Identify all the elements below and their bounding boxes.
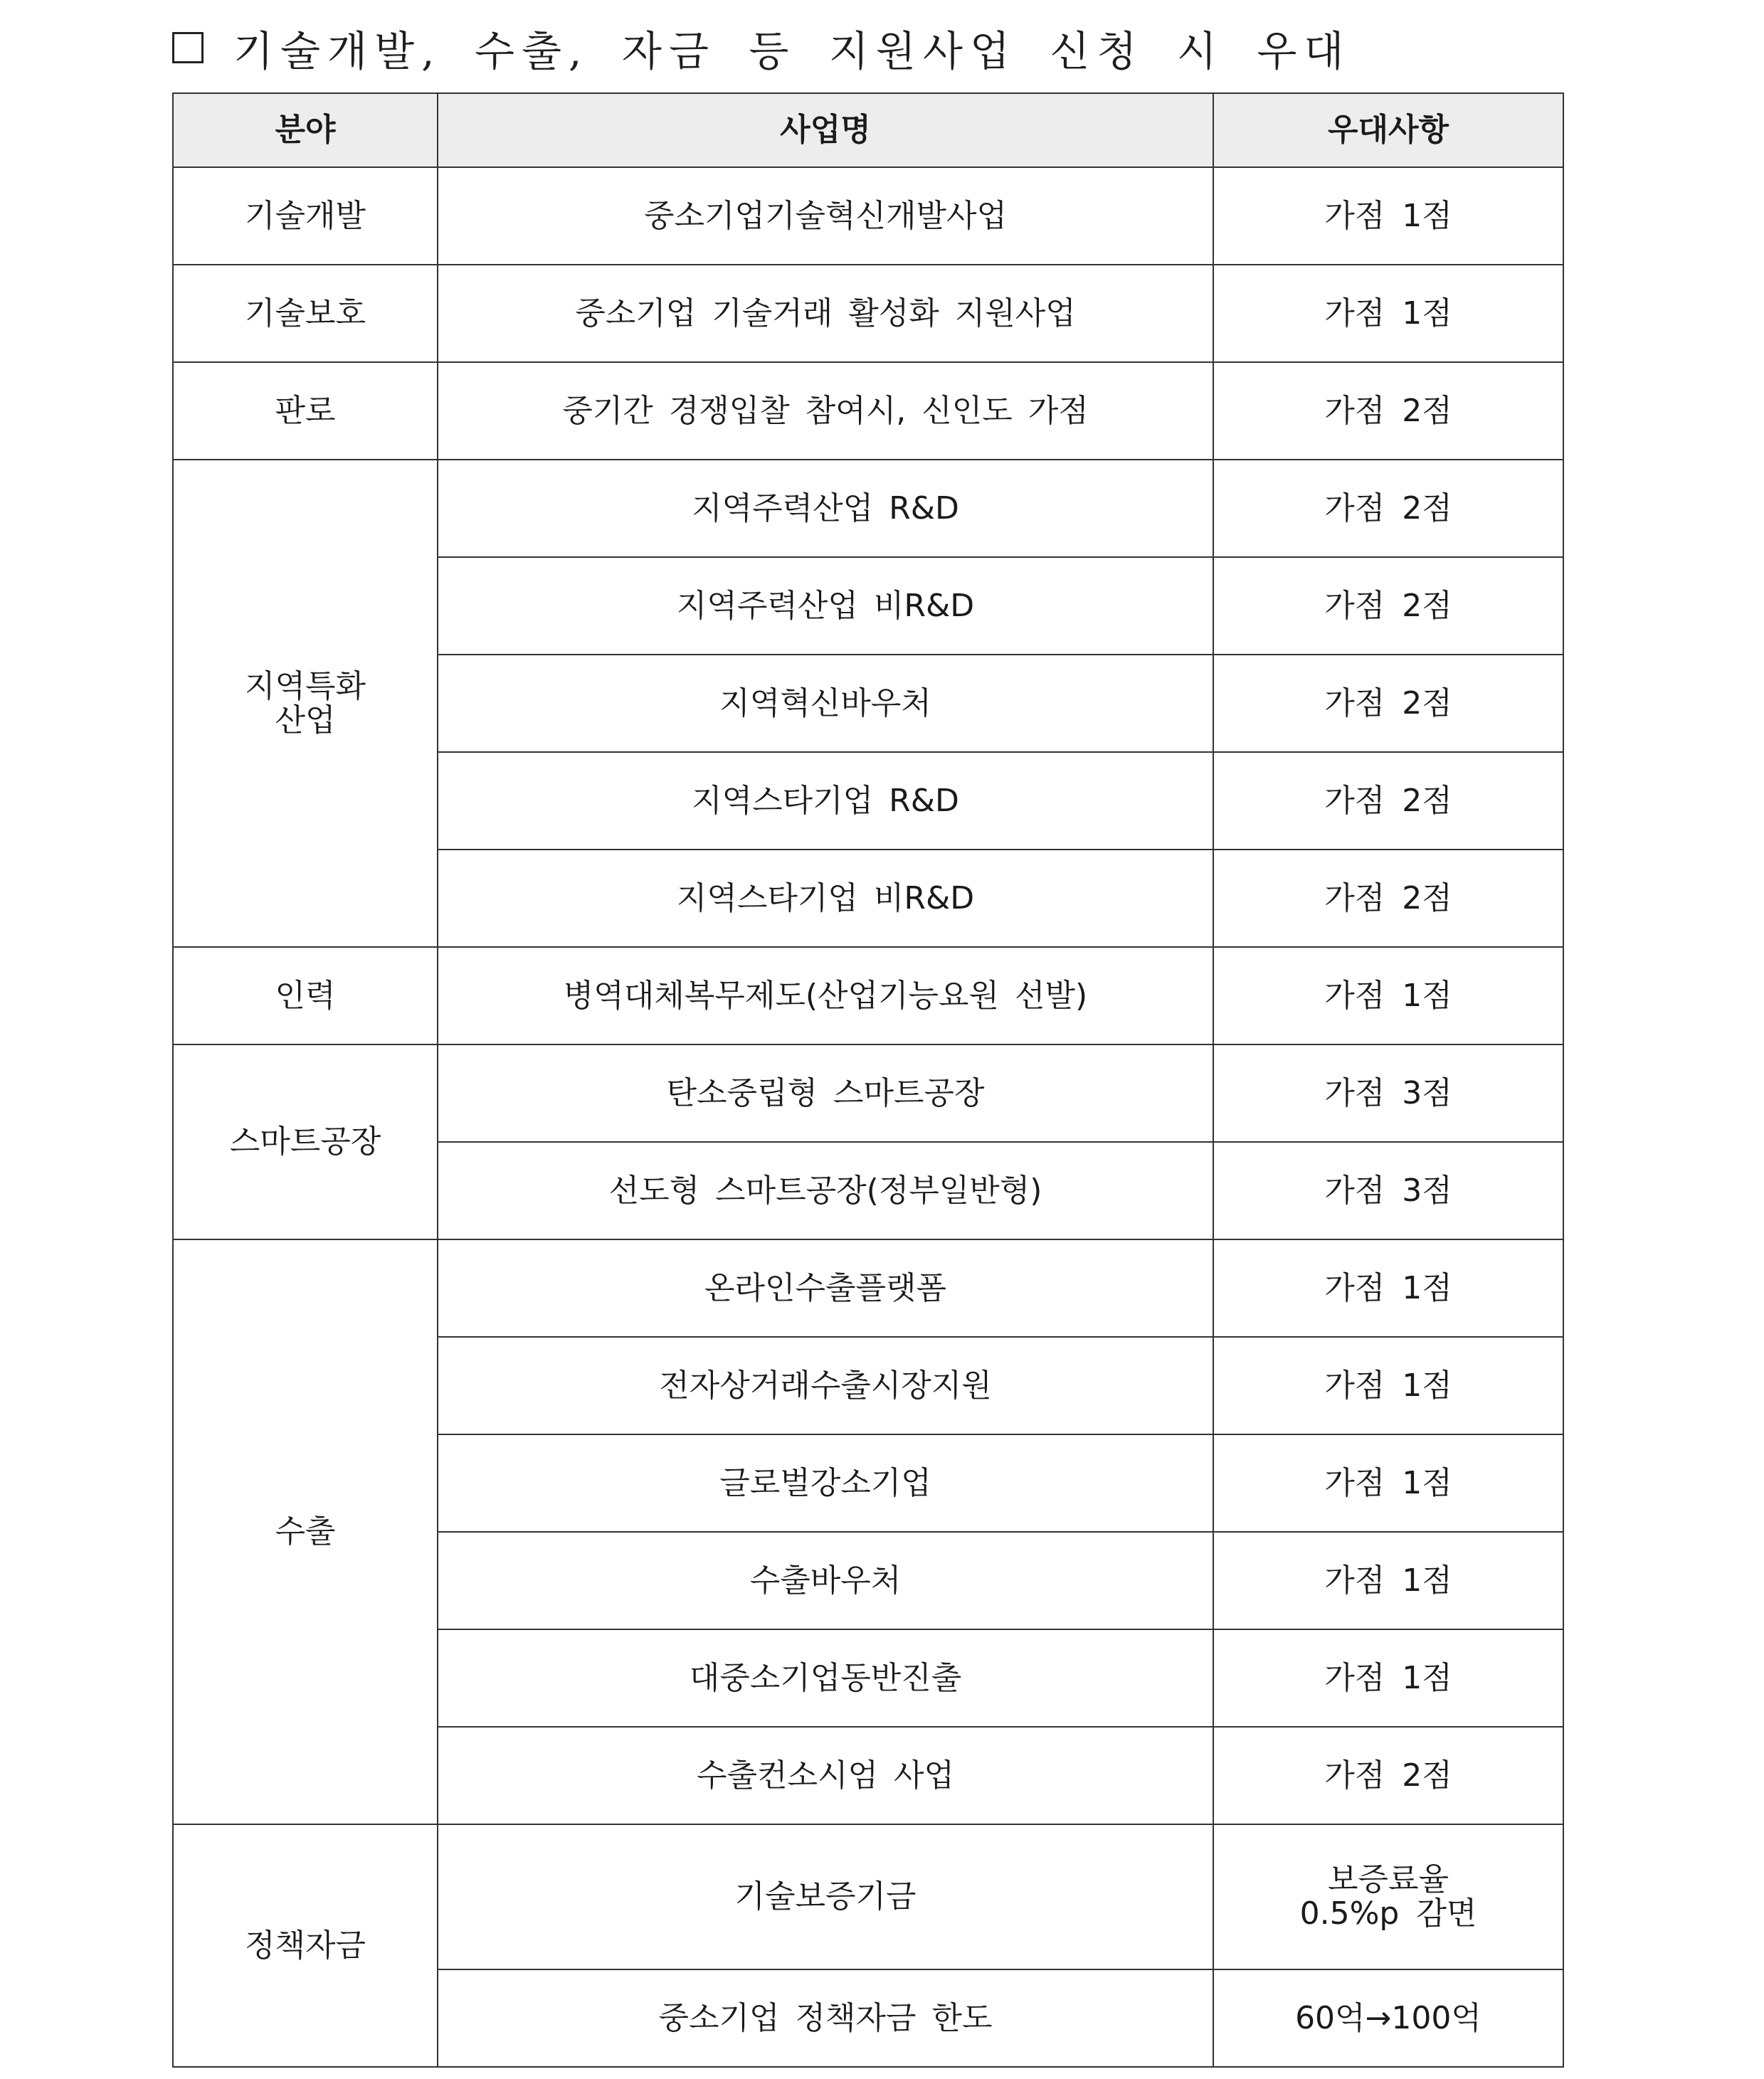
benefit-cell: 가점 2점: [1213, 655, 1563, 752]
benefit-cell: 보증료율 0.5%p 감면: [1213, 1824, 1563, 1969]
preference-table: [172, 92, 1564, 2068]
benefit-cell: 가점 1점: [1213, 265, 1563, 362]
program-cell: 중소기업 기술거래 활성화 지원사업: [438, 265, 1213, 362]
program-cell: 기술보증기금: [438, 1824, 1213, 1969]
category-cell: 기술보호: [173, 265, 438, 362]
program-cell: 전자상거래수출시장지원: [438, 1337, 1213, 1434]
table-row: [173, 362, 1563, 460]
category-cell: 정책자금: [173, 1824, 438, 2067]
category-cell: 판로: [173, 362, 438, 460]
section-heading-text: 기술개발, 수출, 자금 등 지원사업 신청 시 우대: [233, 27, 1351, 75]
table-row: [173, 1044, 1563, 1142]
benefit-cell: 가점 1점: [1213, 947, 1563, 1044]
program-cell: 중기간 경쟁입찰 참여시, 신인도 가점: [438, 362, 1213, 460]
benefit-cell: 가점 3점: [1213, 1142, 1563, 1239]
column-header-benefit: 우대사항: [1213, 93, 1563, 167]
benefit-cell: 가점 2점: [1213, 752, 1563, 850]
benefit-cell: 60억→100억: [1213, 1969, 1563, 2067]
benefit-cell: 가점 1점: [1213, 1337, 1563, 1434]
table-row: [173, 1824, 1563, 1969]
table-row: [173, 167, 1563, 265]
benefit-cell: 가점 2점: [1213, 460, 1563, 557]
program-cell: 지역주력산업 비R&D: [438, 557, 1213, 655]
column-header-program: 사업명: [438, 93, 1213, 167]
program-cell: 지역주력산업 R&D: [438, 460, 1213, 557]
benefit-cell: 가점 1점: [1213, 1532, 1563, 1629]
table-row: [173, 460, 1563, 557]
table-row: [173, 1239, 1563, 1337]
program-cell: 선도형 스마트공장(정부일반형): [438, 1142, 1213, 1239]
category-cell: 지역특화 산업: [173, 460, 438, 947]
program-cell: 수출컨소시엄 사업: [438, 1727, 1213, 1824]
program-cell: 병역대체복무제도(산업기능요원 선발): [438, 947, 1213, 1044]
benefit-cell: 가점 2점: [1213, 1727, 1563, 1824]
category-cell: 수출: [173, 1239, 438, 1824]
program-cell: 탄소중립형 스마트공장: [438, 1044, 1213, 1142]
program-cell: 수출바우처: [438, 1532, 1213, 1629]
category-cell: 기술개발: [173, 167, 438, 265]
benefit-cell: 가점 1점: [1213, 167, 1563, 265]
table-header-row: [173, 93, 1563, 167]
table-body: [173, 167, 1563, 2067]
program-cell: 중소기업기술혁신개발사업: [438, 167, 1213, 265]
program-cell: 온라인수출플랫폼: [438, 1239, 1213, 1337]
table-row: [173, 947, 1563, 1044]
program-cell: 대중소기업동반진출: [438, 1629, 1213, 1727]
benefit-cell: 가점 2점: [1213, 362, 1563, 460]
benefit-cell: 가점 1점: [1213, 1434, 1563, 1532]
column-header-category: 분야: [173, 93, 438, 167]
benefit-cell: 가점 2점: [1213, 850, 1563, 947]
program-cell: 지역혁신바우처: [438, 655, 1213, 752]
checkbox-bullet-icon: [172, 32, 204, 63]
benefit-cell: 가점 1점: [1213, 1629, 1563, 1727]
program-cell: 글로벌강소기업: [438, 1434, 1213, 1532]
program-cell: 지역스타기업 비R&D: [438, 850, 1213, 947]
category-cell: 인력: [173, 947, 438, 1044]
category-cell: 스마트공장: [173, 1044, 438, 1239]
program-cell: 중소기업 정책자금 한도: [438, 1969, 1213, 2067]
benefit-cell: 가점 2점: [1213, 557, 1563, 655]
table-row: [173, 265, 1563, 362]
benefit-cell: 가점 1점: [1213, 1239, 1563, 1337]
program-cell: 지역스타기업 R&D: [438, 752, 1213, 850]
section-heading: [172, 17, 1351, 78]
benefit-cell: 가점 3점: [1213, 1044, 1563, 1142]
